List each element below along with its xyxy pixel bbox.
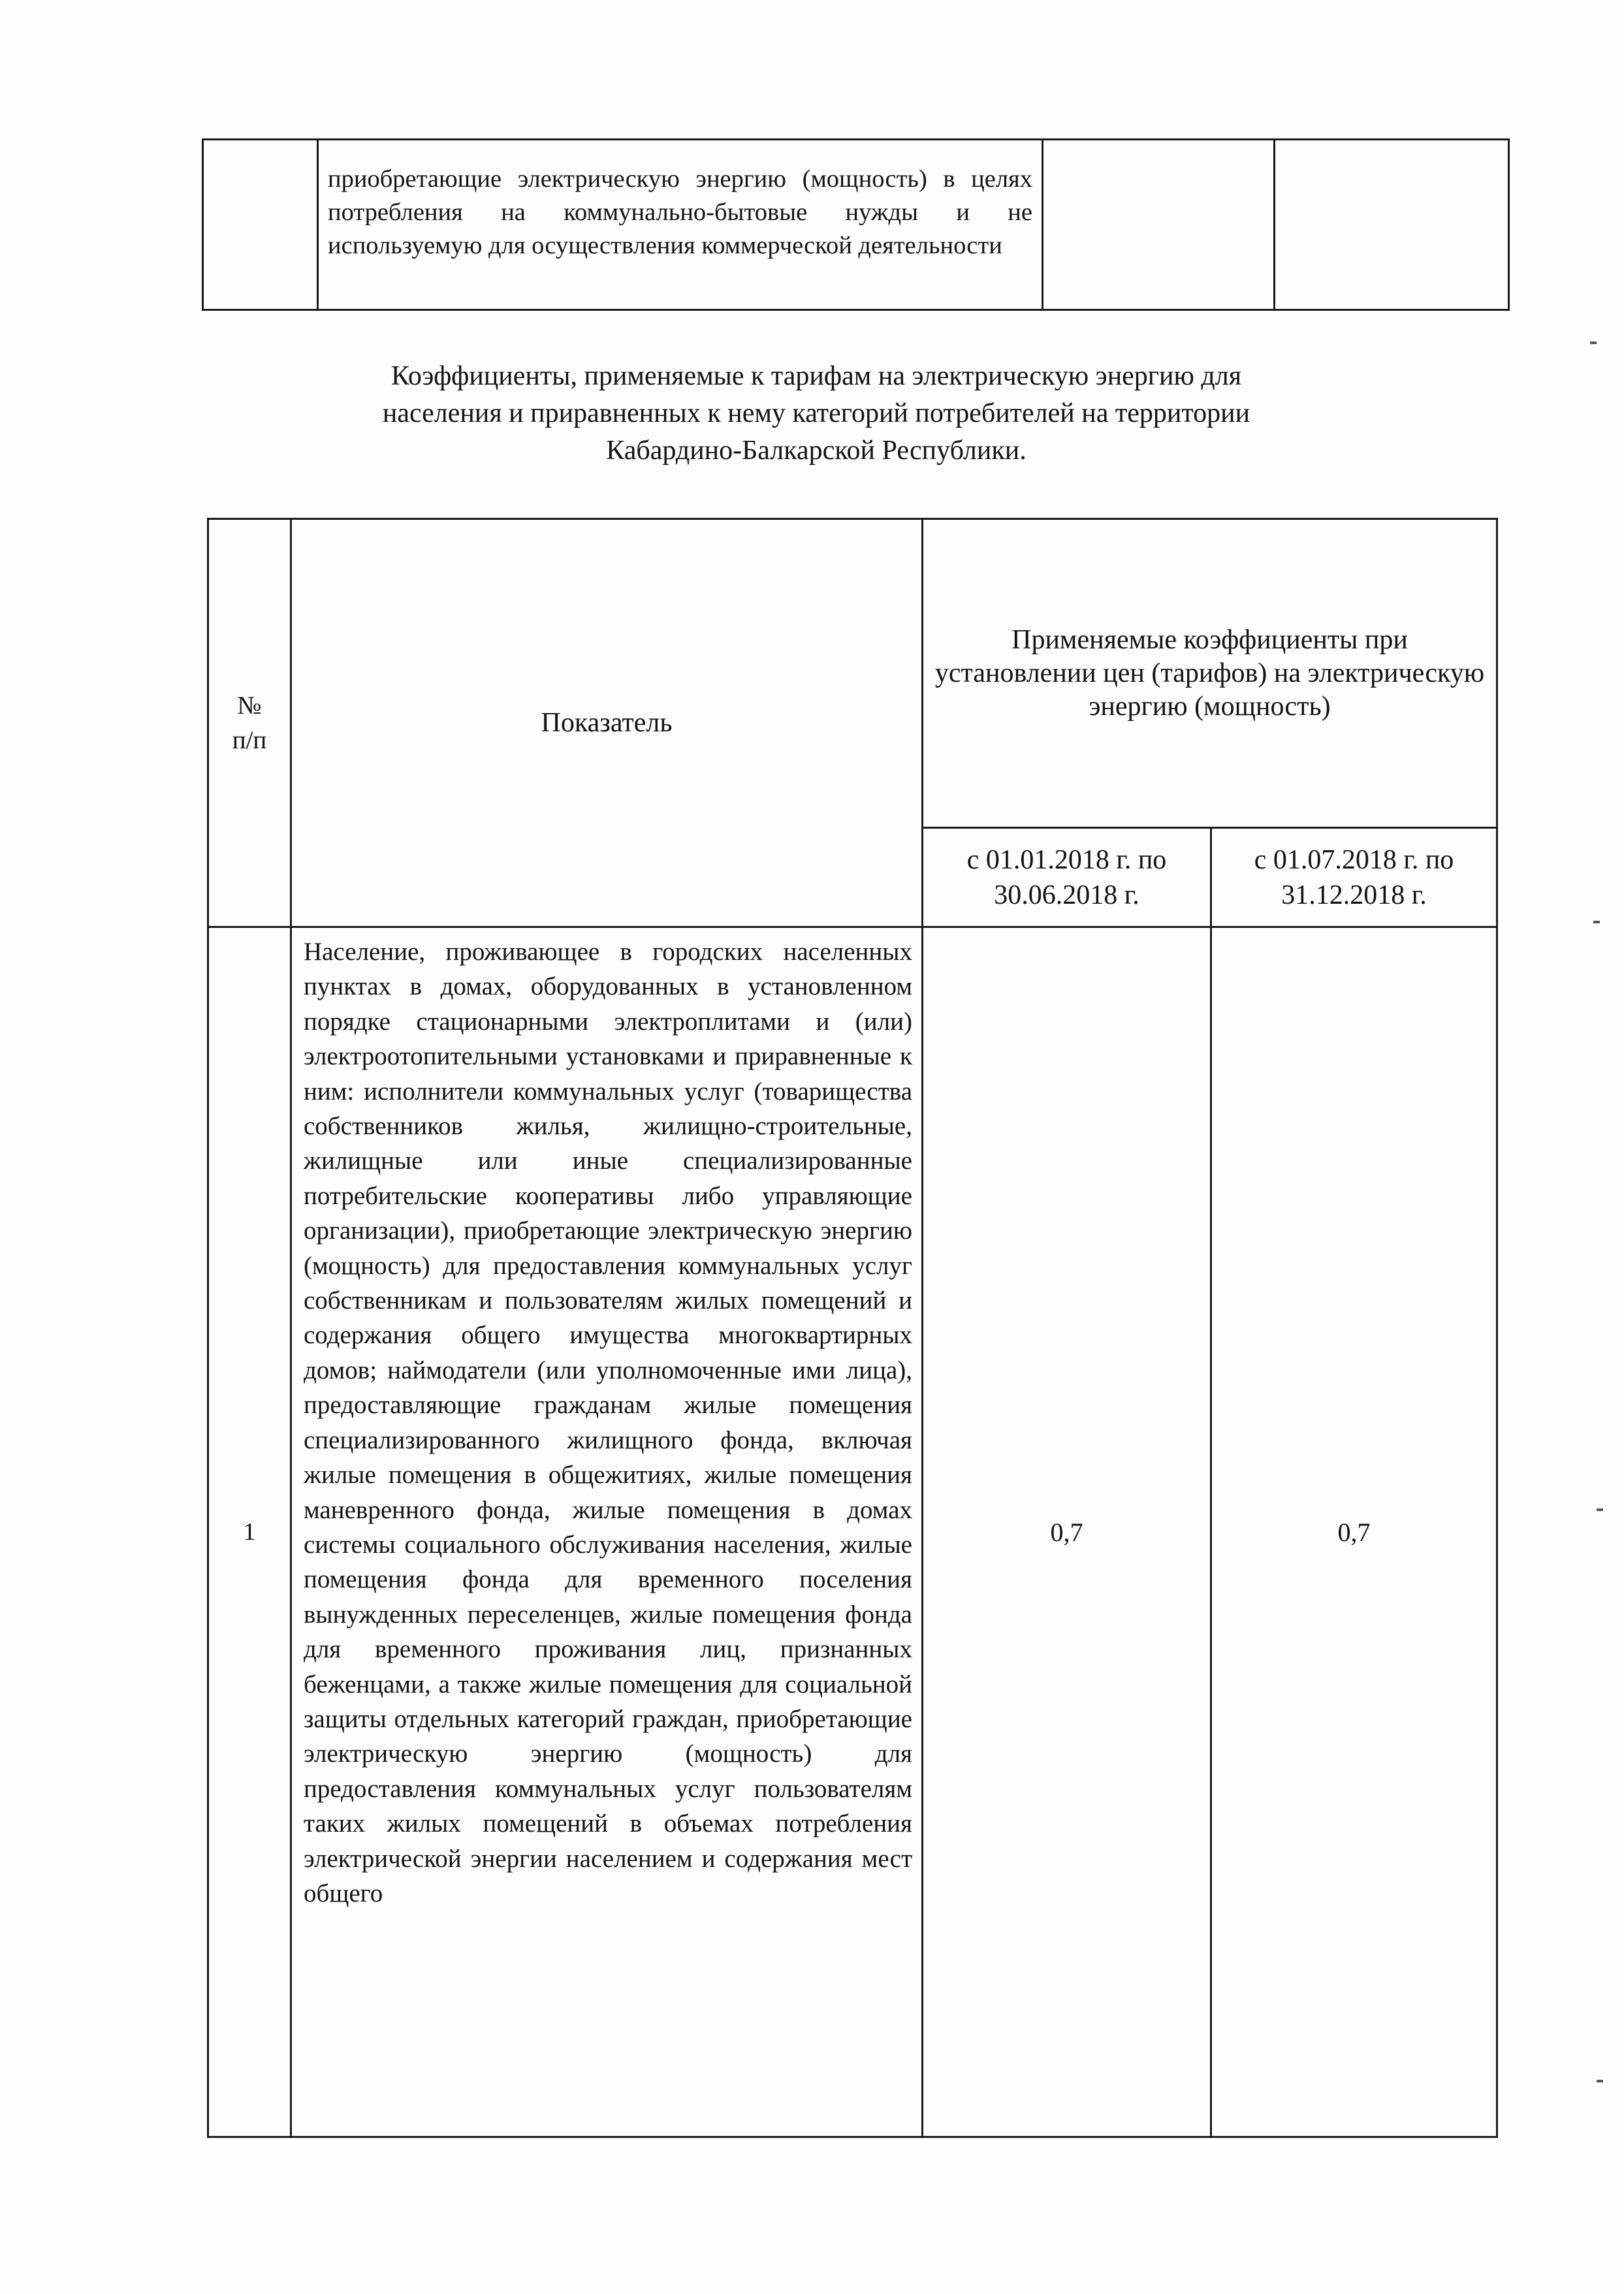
row-number: 1: [208, 927, 291, 2137]
heading-line-3: Кабардино-Балкарской Республики.: [606, 436, 1027, 466]
coefficients-table: [207, 518, 1498, 2138]
continuation-text: приобретающие электрическую энергию (мощность) в целях потребления на коммунально-бытовые нужды и не используемую для осуществления коммерческой деятельности: [328, 165, 1032, 259]
header-indicator: Показатель: [291, 519, 923, 927]
continuation-value-cell-1: [1043, 140, 1275, 310]
scan-mark: [1593, 921, 1600, 923]
heading-line-1: Коэффициенты, применяемые к тарифам на электрическую энергию для: [390, 361, 1242, 391]
table-row: [203, 140, 1509, 310]
header-coefficients: Применяемые коэффициенты при установлении цен (тарифов) на электрическую энергию (мощность): [923, 519, 1497, 828]
scan-mark: [1597, 2080, 1603, 2082]
table-row: [208, 927, 1497, 2137]
header-number-label: № п/п: [232, 692, 267, 754]
header-period-2: с 01.07.2018 г. по 31.12.2018 г.: [1211, 828, 1497, 927]
header-number: [208, 519, 291, 927]
continuation-number-cell: [203, 140, 318, 310]
scan-mark: [1590, 342, 1597, 344]
continuation-text-cell: [318, 140, 1043, 310]
row-indicator-text: Население, проживающее в городских населенных пунктах в домах, оборудованных в установленном порядке стационарными электроплитами и (или) электроотопительными установками и приравненные к ним: исполнители коммунальных услуг (товарищества собственников жилья, жилищно-строительные, жилищные или иные специализированные потребительские кооперативы либо управляющие организации), приобретающие электрическую энергию (мощность) для предоставления коммунальных услуг собственникам и пользователям жилых помещений и содержания общего имущества многоквартирных домов; наймодатели (или уполномоченные ими лица), предоставляющие гражданам жилые помещения специализированного жилищного фонда, включая жилые помещения в общежитиях, жилые помещения маневренного фонда, жилые помещения в домах системы социального обслуживания населения, жилые помещения фонда для временного поселения вынужденных переселенцев, жилые помещения фонда для временного проживания лиц, признанных беженцами, а также жилые помещения для социальной защиты отдельных категорий граждан, приобретающие электрическую энергию (мощность) для предоставления коммунальных услуг пользователям таких жилых помещений в объемах потребления электрической энергии населением и содержания мест общего: [291, 927, 923, 2137]
continuation-value-cell-2: [1275, 140, 1509, 310]
continuation-table: [202, 138, 1510, 311]
header-period-1: с 01.01.2018 г. по 30.06.2018 г.: [923, 828, 1211, 927]
section-heading: [287, 358, 1345, 470]
heading-line-2: населения и приравненных к нему категорий потребителей на территории: [382, 398, 1250, 428]
table-header-row: [208, 519, 1497, 828]
row-value-period-2: 0,7: [1211, 927, 1497, 2137]
row-value-period-1: 0,7: [923, 927, 1211, 2137]
scan-mark: [1597, 1508, 1603, 1511]
